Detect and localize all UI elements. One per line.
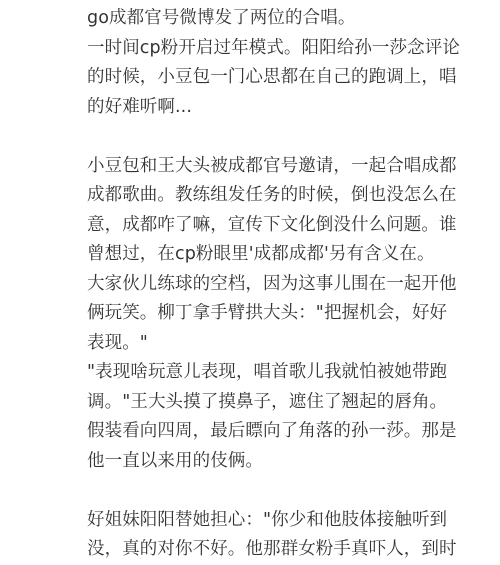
paragraph-3 [87,506,457,565]
text-line: 好姐妹阳阳替她担心："你少和他肢体接触听到 [87,509,448,530]
text-line: go成都官号微博发了两位的合唱。 [87,8,356,28]
text-line: 假装看向四周，最后瞟向了角落的孙一莎。那是 [87,421,457,441]
text-line: 成都歌曲。教练组发任务的时候，倒也没怎么在 [87,185,457,205]
text-line: 没，真的对你不好。他那群女粉手真吓人，到时 [87,539,457,559]
text-line: 的时候，小豆包一门心思都在自己的跑调上，唱 [87,67,457,87]
paragraph-2 [87,152,457,477]
paragraph-1 [87,4,460,122]
text-line: 大家伙儿练球的空档，因为这事儿围在一起开他 [87,273,457,294]
text-line: 曾想过，在cp粉眼里'成都成都'另有含义在。 [87,244,435,264]
text-line: 意，成都咋了嘛，宣传下文化倒没什么问题。谁 [87,214,457,235]
text-line: 小豆包和王大头被成都官号邀请，一起合唱成都 [87,155,457,176]
text-line: 他一直以来用的伎俩。 [87,450,263,471]
text-line: 一时间cp粉开启过年模式。阳阳给孙一莎念评论 [87,37,460,58]
text-line: 俩玩笑。柳丁拿手臂拱大头："把握机会，好好 [87,303,448,323]
text-line: 的好难听啊... [87,96,192,117]
text-line: 调。"王大头摸了摸鼻子，遮住了翘起的唇角。 [87,391,448,412]
paragraph-spacer [87,122,447,152]
text-line: "表现啥玩意儿表现，唱首歌儿我就怕被她带跑 [87,362,448,382]
paragraph-spacer [87,476,447,506]
text-line: 表现。" [87,332,148,353]
article-body [87,0,460,565]
